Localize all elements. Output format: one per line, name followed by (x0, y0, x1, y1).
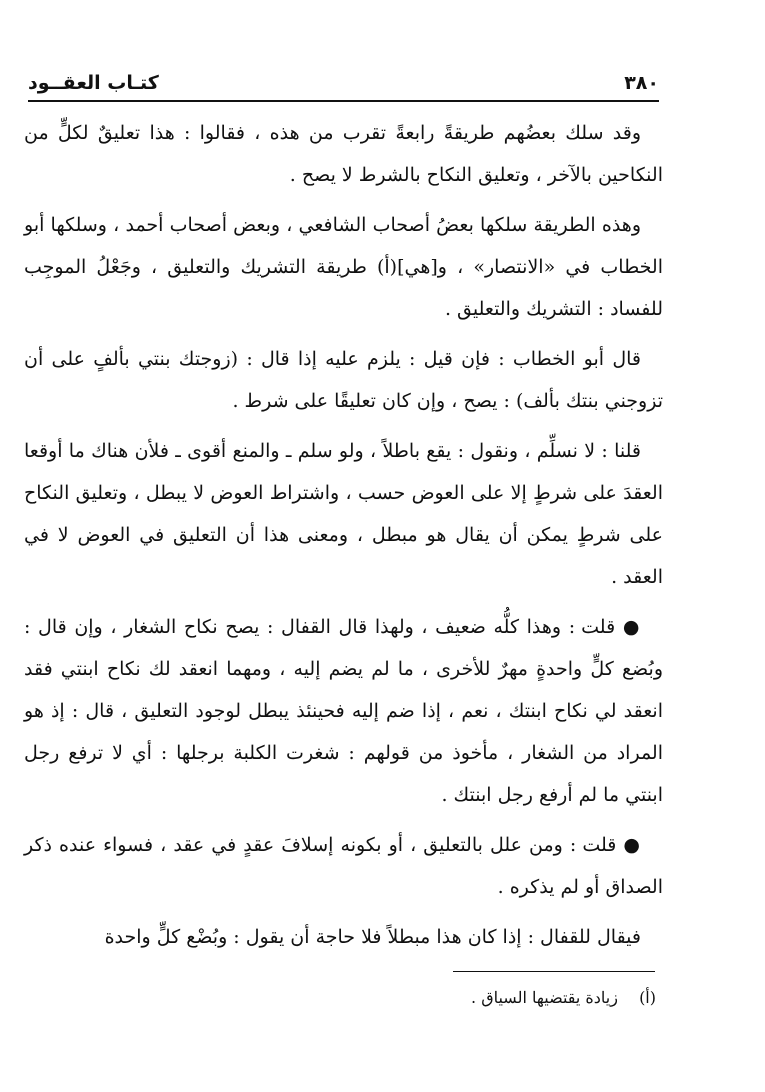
bullet-icon: ● (622, 616, 641, 638)
footnote-text: زيادة يقتضيها السياق . (471, 988, 618, 1007)
running-title: كتـاب العقــود (28, 72, 159, 94)
paragraph-4: قلنا : لا نسلِّم ، ونقول : يقع باطلاً ، ولو سلم ـ والمنع أقوى ـ فلأن هناك ما أوقعا العقدَ على شرطٍ إلا على العوض حسب ، واشتراط العوض لا يبطل ، وتعليق النكاح على شرطٍ يمكن أن يقال هو مبطل ، ومعنى هذا أن التعليق في العوض لا في العقد . (24, 440, 663, 588)
paragraph-7: فيقال للقفال : إذا كان هذا مبطلاً فلا حاجة أن يقول : وبُضْع كلٍّ واحدة (104, 926, 641, 948)
footnote (120, 984, 656, 1012)
bullet-icon: ● (623, 834, 641, 856)
paragraph-6 (24, 824, 663, 908)
body-text (24, 112, 663, 966)
page-number: ٣٨٠ (624, 72, 659, 94)
paragraph-5 (24, 606, 663, 816)
footnote-marker: (أ) (639, 988, 656, 1007)
paragraph-2: وهذه الطريقة سلكها بعضُ أصحاب الشافعي ، وبعض أصحاب أحمد ، وسلكها أبو الخطاب في «الانتصار» ، و[هي](أ) طريقة التشريك والتعليق ، وجَعْلُ الموجِب للفساد : التشريك والتعليق . (24, 214, 663, 320)
paragraph-6-text: قلت : ومن علل بالتعليق ، أو بكونه إسلافَ عقدٍ في عقد ، فسواء عنده ذكر الصداق أو لم يذكره . (24, 834, 663, 898)
paragraph-1: وقد سلك بعضُهم طريقةً رابعةً تقرب من هذه ، فقالوا : هذا تعليقٌ لكلٍّ من النكاحين بالآخر ، وتعليق النكاح بالشرط لا يصح . (24, 122, 663, 186)
footnote-divider (453, 971, 655, 972)
paragraph-5-text: قلت : وهذا كلُّه ضعيف ، ولهذا قال القفال : يصح نكاح الشغار ، وإن قال : وبُضع كلٍّ واحدةٍ مهرٌ للأخرى ، ما لم يضم إليه ، ومهما انعقد لك نكاح ابنتي فقد انعقد لي نكاح ابنتك ، نعم ، إذا ضم إليه فحينئذ يبطل لوجود التعليق ، قال : إذ هو المراد من الشغار ، مأخوذ من قولهم : شغرت الكلبة برجلها : أي لا ترفع رجل ابنتي ما لم أرفع رجل ابنتك . (24, 616, 663, 806)
page-header (28, 66, 659, 102)
paragraph-3: قال أبو الخطاب : فإن قيل : يلزم عليه إذا قال : (زوجتك بنتي بألفٍ على أن تزوجني بنتك بألف) : يصح ، وإن كان تعليقًا على شرط . (24, 348, 663, 412)
